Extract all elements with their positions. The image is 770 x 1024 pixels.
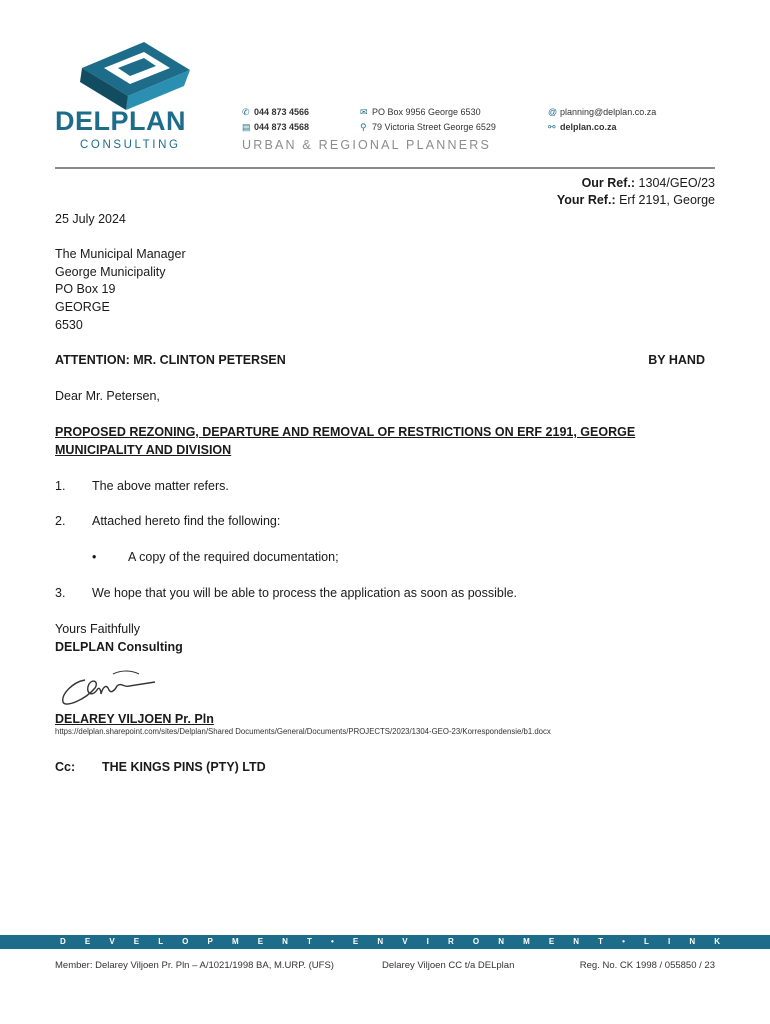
footer-band-letter: P xyxy=(207,937,213,946)
mail-icon: ✉ xyxy=(360,107,368,117)
phone-icon: ✆ xyxy=(242,107,250,117)
item-number: 2. xyxy=(55,514,66,528)
subject-line: MUNICIPALITY AND DIVISION xyxy=(55,443,232,457)
recipient-line: The Municipal Manager xyxy=(55,247,186,261)
location-pin-icon: ⚲ xyxy=(360,122,367,132)
signatory-name: DELAREY VILJOEN Pr. Pln xyxy=(55,712,214,726)
footer-member: Member: Delarey Viljoen Pr. Pln – A/1021/1998 BA, M.URP. (UFS) xyxy=(55,960,334,971)
at-icon: @ xyxy=(548,107,558,117)
footer-band-letter: O xyxy=(472,937,480,946)
website[interactable]: ⚯ delplan.co.za xyxy=(548,122,617,132)
footer-band-letter: • xyxy=(331,937,334,946)
tagline: URBAN & REGIONAL PLANNERS xyxy=(242,138,492,152)
item-text: We hope that you will be able to process the application as soon as possible. xyxy=(92,586,518,600)
street-address: ⚲ 79 Victoria Street George 6529 xyxy=(360,122,496,132)
fax-icon: ▤ xyxy=(242,122,251,132)
cc-recipient: THE KINGS PINS (PTY) LTD xyxy=(102,760,266,774)
footer-band-letter: N xyxy=(573,937,580,946)
footer-registration: Reg. No. CK 1998 / 055850 / 23 xyxy=(579,960,715,971)
footer-band-letter: M xyxy=(523,937,530,946)
header-divider xyxy=(55,167,715,169)
letter-date: 25 July 2024 xyxy=(55,212,126,226)
email[interactable]: @ planning@delplan.co.za xyxy=(548,107,657,117)
footer-band-letter: N xyxy=(282,937,288,946)
your-ref: Your Ref.: Erf 2191, George xyxy=(556,193,715,207)
footer-band-letter: I xyxy=(668,937,671,946)
phone-2: ▤ 044 873 4568 xyxy=(242,122,310,132)
brand-name: DELPLAN xyxy=(55,106,186,136)
footer-band-letter: N xyxy=(377,937,384,946)
item-text: Attached hereto find the following: xyxy=(92,514,281,528)
footer-band-letter: R xyxy=(447,937,454,946)
footer-band-letter: K xyxy=(714,937,720,946)
recipient-line: PO Box 19 xyxy=(55,282,116,296)
item-number: 1. xyxy=(55,479,66,493)
footer-band-letter: I xyxy=(426,937,429,946)
delivery-method: BY HAND xyxy=(648,353,705,367)
bullet-text: A copy of the required documentation; xyxy=(128,550,339,564)
footer-band-letter: T xyxy=(307,937,312,946)
footer-band-letter: E xyxy=(84,937,91,946)
attention-line: ATTENTION: MR. CLINTON PETERSEN xyxy=(55,353,286,367)
footer-band-letter: N xyxy=(498,937,504,946)
footer-band-letter: D xyxy=(60,937,66,946)
footer-band-letter: V xyxy=(402,937,408,946)
footer-band-letter: • xyxy=(622,937,625,946)
footer-band-letter: E xyxy=(133,937,140,946)
item-text: The above matter refers. xyxy=(92,479,229,493)
footer-band-letter: V xyxy=(109,937,115,946)
po-box: ✉ PO Box 9956 George 6530 xyxy=(360,107,481,117)
footer-band-letter: E xyxy=(548,937,555,946)
footer-band-letter: M xyxy=(231,937,239,946)
footer-band-letter: L xyxy=(158,937,164,946)
item-number: 3. xyxy=(55,586,66,600)
footer-trading: Delarey Viljoen CC t/a DELplan xyxy=(382,960,515,971)
bullet-icon: • xyxy=(92,550,97,564)
our-ref: Our Ref.: 1304/GEO/23 xyxy=(581,176,715,190)
footer-band-letter: E xyxy=(257,937,264,946)
phone-1: ✆ 044 873 4566 xyxy=(242,107,310,117)
footer-band-letter: E xyxy=(352,937,359,946)
file-path: https://delplan.sharepoint.com/sites/Delplan/Shared Documents/General/Documents/PROJECTS/2023/1304-GEO-23/Korrespondensie/b1.docx xyxy=(55,727,551,736)
recipient-line: GEORGE xyxy=(55,300,110,314)
signature xyxy=(55,660,165,710)
recipient-line: 6530 xyxy=(55,318,83,332)
subject-line: PROPOSED REZONING, DEPARTURE AND REMOVAL OF RESTRICTIONS ON ERF 2191, GEORGE xyxy=(55,425,636,439)
footer-band-letter: O xyxy=(182,937,189,946)
footer-band-letter: N xyxy=(689,937,696,946)
company-name: DELPLAN Consulting xyxy=(55,640,183,654)
footer-band-letter: L xyxy=(644,937,649,946)
delplan-logo xyxy=(52,40,217,155)
closing: Yours Faithfully xyxy=(55,622,140,636)
recipient-line: George Municipality xyxy=(55,265,166,279)
brand-subtitle: CONSULTING xyxy=(80,139,181,151)
footer-band-text xyxy=(60,936,720,948)
footer-band-letter: T xyxy=(598,937,604,946)
link-icon: ⚯ xyxy=(548,122,556,132)
salutation: Dear Mr. Petersen, xyxy=(55,389,160,403)
cc-label: Cc: xyxy=(55,760,76,774)
